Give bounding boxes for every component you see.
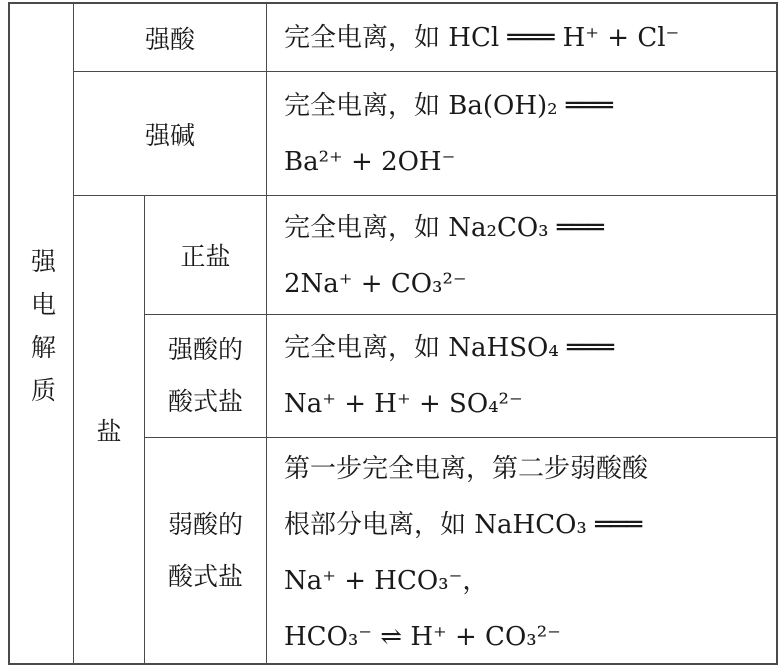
normal-salt-line-1: 完全电离，如 Na₂CO₃ ═══	[284, 213, 604, 243]
border-right	[776, 2, 778, 665]
weak-acid-salt-line-1: 第一步完全电离，第二步弱酸酸	[284, 454, 649, 484]
strong-acid-salt-line-1: 完全电离，如 NaHSO₄ ═══	[284, 333, 614, 363]
divider-content	[266, 2, 267, 665]
normal-salt-label: 正盐	[180, 242, 231, 271]
strong-base-label: 强碱	[144, 120, 195, 150]
weak-acid-salt-label: 弱酸的 酸式盐	[167, 509, 243, 591]
normal-salt-line-2: 2Na⁺ + CO₃²⁻	[284, 269, 467, 299]
strong-acid-content	[284, 10, 679, 66]
category-text: 强电解质	[27, 247, 57, 420]
weak-acid-salt-line-4: HCO₃⁻ ⇌ H⁺ + CO₃²⁻	[284, 622, 561, 652]
weak-acid-salt-content	[284, 441, 648, 665]
strong-acid-salt-line-2: Na⁺ + H⁺ + SO₄²⁻	[284, 389, 523, 419]
strong-acid-label: 强酸	[144, 24, 195, 54]
normal-salt-content	[284, 200, 604, 312]
strong-acid-salt-content	[284, 320, 614, 432]
salt-label: 盐	[96, 416, 122, 446]
category-label	[10, 4, 73, 663]
strong-base-content	[284, 78, 613, 190]
strong-base-line-1: 完全电离，如 Ba(OH)₂ ═══	[284, 91, 613, 121]
strong-base-line-2: Ba²⁺ + 2OH⁻	[284, 147, 456, 177]
weak-acid-salt-line-2: 根部分电离，如 NaHCO₃ ═══	[284, 510, 643, 540]
weak-acid-salt-line-3: Na⁺ + HCO₃⁻，	[284, 566, 489, 596]
strong-acid-salt-label: 强酸的 酸式盐	[167, 335, 243, 416]
strong-acid-equation: 完全电离，如 HCl ═══ H⁺ + Cl⁻	[284, 23, 680, 53]
